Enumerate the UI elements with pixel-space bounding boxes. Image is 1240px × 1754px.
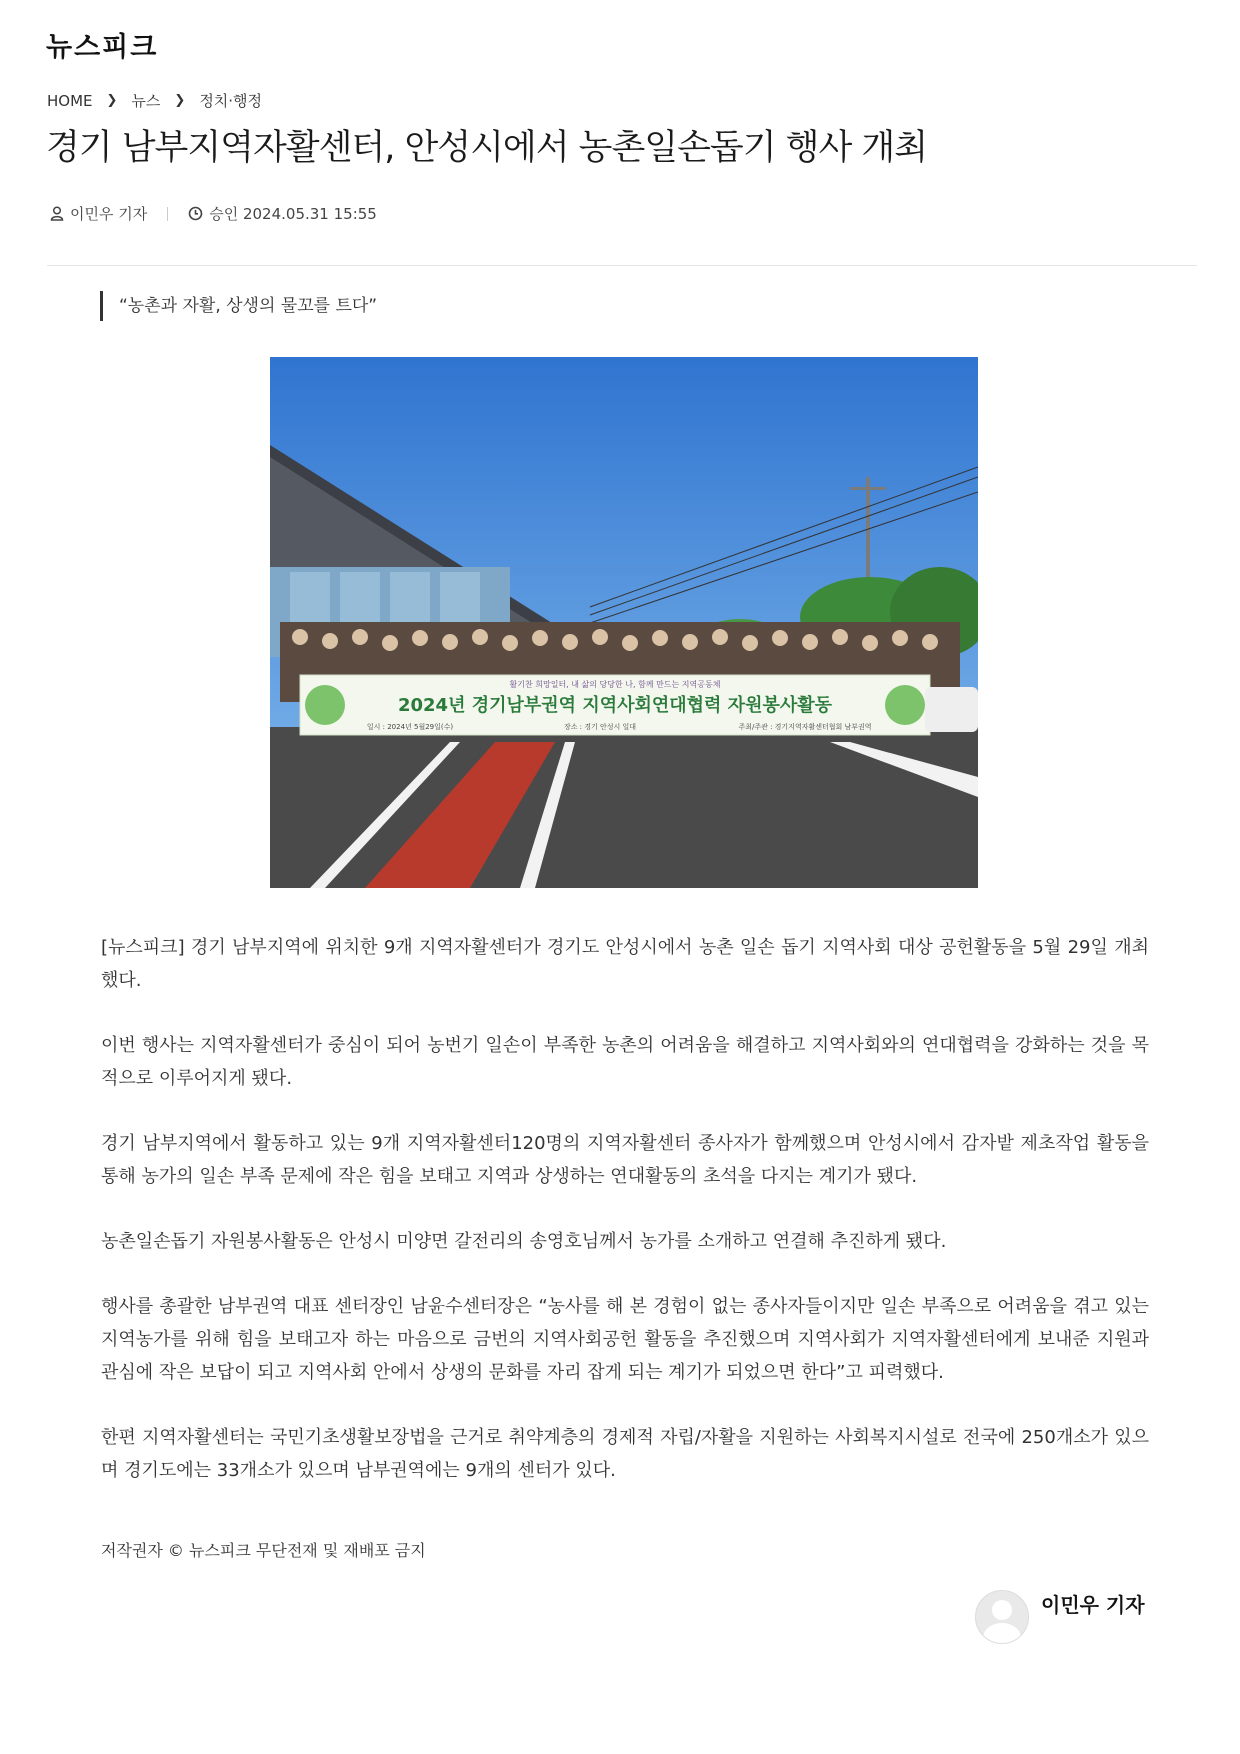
paragraph: 경기 남부지역에서 활동하고 있는 9개 지역자활센터120명의 지역자활센터 종사자가 함께했으며 안성시에서 감자밭 제초작업 활동을 통해 농가의 일손 부족 문제에 작은 힘을 보태고 지역과 상생하는 연대활동의 초석을 다지는 계기가 됐다. xyxy=(101,1133,1149,1187)
header-divider xyxy=(47,265,1197,266)
breadcrumb-politics[interactable]: 정치·행정 xyxy=(199,92,263,110)
author-name[interactable]: 이민우 기자 xyxy=(70,205,148,223)
paragraph: 이번 행사는 지역자활센터가 중심이 되어 농번기 일손이 부족한 농촌의 어려움을 해결하고 지역사회와의 연대협력을 강화하는 것을 목적으로 이루어지게 됐다. xyxy=(101,1035,1149,1089)
clock-icon xyxy=(188,206,203,221)
paragraph: 행사를 총괄한 남부권역 대표 센터장인 남윤수센터장은 “농사를 해 본 경험이 없는 종사자들이지만 일손 부족으로 어려움을 겪고 있는 지역농가를 위해 힘을 보태고자 하는 마음으로 금번의 지역사회공헌 활동을 추진했으며 지역사회가 지역자활센터에게 보내준 지원과 관심에 작은 보답이 되고 지역사회 안에서 상생의 문화를 자리 잡게 되는 계기가 되었으면 한다”고 피력했다. xyxy=(101,1296,1149,1383)
paragraph: 한편 지역자활센터는 국민기초생활보장법을 근거로 취약계층의 경제적 자립/자활을 지원하는 사회복지시설로 전국에 250개소가 있으며 경기도에는 33개소가 있으며 남부권역에는 9개의 센터가 있다. xyxy=(101,1427,1149,1481)
breadcrumb xyxy=(47,90,262,111)
group-photo-illustration xyxy=(270,357,978,888)
chevron-right-icon: ❯ xyxy=(174,93,186,108)
breadcrumb-home[interactable]: HOME xyxy=(47,91,93,110)
avatar xyxy=(975,1590,1029,1644)
article-body xyxy=(101,931,1149,1519)
banner-place-text: 장소 : 경기 안성시 일대 xyxy=(563,723,637,731)
paragraph: 농촌일손돕기 자원봉사활동은 안성시 미양면 갈전리의 송영호님께서 농가를 소개하고 연결해 추진하게 됐다. xyxy=(101,1231,947,1252)
banner-host-text: 주최/주관 : 경기지역자활센터협회 남부권역 xyxy=(738,723,872,731)
banner-date-text: 일시 : 2024년 5월29일(수) xyxy=(366,723,454,731)
author-box-name[interactable]: 이민우 기자 xyxy=(1041,1592,1145,1617)
article-title: 경기 남부지역자활센터, 안성시에서 농촌일손돕기 행사 개최 xyxy=(46,128,928,168)
author-box[interactable] xyxy=(975,1590,1145,1644)
chevron-right-icon: ❯ xyxy=(106,93,118,108)
paragraph: [뉴스피크] 경기 남부지역에 위치한 9개 지역자활센터가 경기도 안성시에서 농촌 일손 돕기 지역사회 대상 공헌활동을 5월 29일 개최했다. xyxy=(101,937,1149,991)
breadcrumb-news[interactable]: 뉴스 xyxy=(131,92,161,110)
article-photo xyxy=(270,357,978,888)
article-subhead: “농촌과 자활, 상생의 물꼬를 트다” xyxy=(100,291,377,321)
banner-top-text: 활기찬 희망일터, 내 삶의 당당한 나, 함께 만드는 지역공동체 xyxy=(509,680,721,689)
article-meta xyxy=(50,203,377,224)
approved-date: 승인 2024.05.31 15:55 xyxy=(209,205,377,223)
banner-main-text: 2024년 경기남부권역 지역사회연대협력 자원봉사활동 xyxy=(397,695,833,716)
copyright-notice: 저작권자 © 뉴스피크 무단전재 및 재배포 금지 xyxy=(101,1541,426,1560)
site-logo[interactable]: 뉴스피크 xyxy=(46,32,159,63)
meta-divider xyxy=(167,207,168,221)
user-icon xyxy=(50,206,64,221)
